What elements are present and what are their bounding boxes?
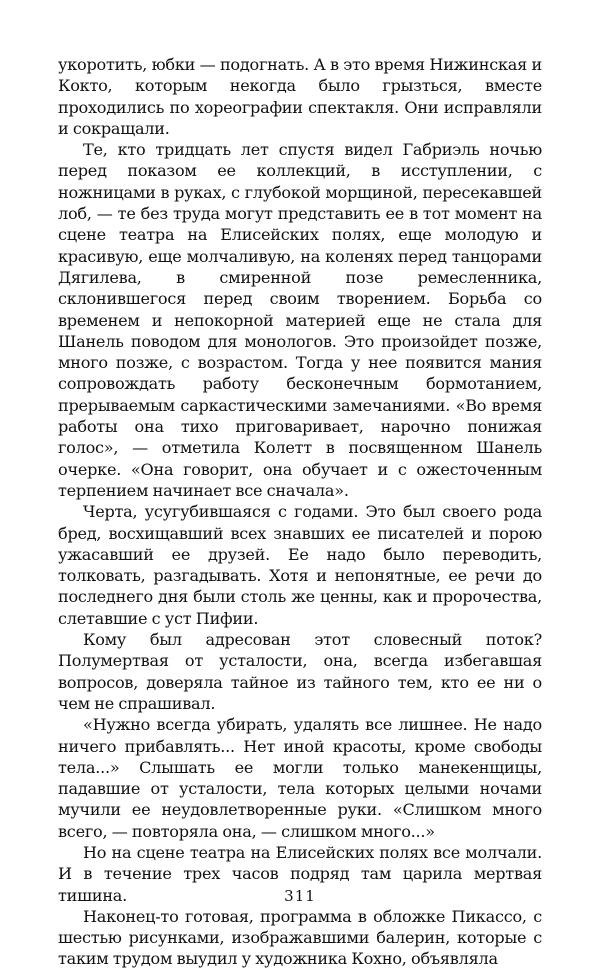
paragraph-7: Наконец-то готовая, программа в обложке Пикассо, с шестью рисунками, изображавшими балерин, которые с таким трудом выудил у художника Кохно, объявляла bbox=[58, 906, 542, 969]
paragraph-3: Черта, усугубившаяся с годами. Это был своего рода бред, восхищавший всех знавших ее писателей и порою ужасавший ее друзей. Ее надо было переводить, толковать, разгадывать. Хотя и непонятные, ее речи до последнего дня были столь же ценны, как и пророчества, слетавшие с уст Пифии. bbox=[58, 502, 542, 628]
paragraph-1: укоротить, юбки — подогнать. А в это время Нижинская и Кокто, которым некогда было грызться, вместе проходились по хореографии спектакля. Они исправляли и сокращали. bbox=[58, 55, 542, 138]
page-number: 311 bbox=[284, 887, 316, 905]
page-body bbox=[58, 54, 542, 970]
paragraph-2: Те, кто тридцать лет спустя видел Габриэль ночью перед показом ее коллекций, в исступлении, с ножницами в руках, с глубокой морщиной, пересекавшей лоб, — те без труда могут представить ее в тот момент на сцене театра на Елисейских полях, еще молодую и красивую, еще молчаливую, на коленях перед танцорами Дягилева, в смиренной позе ремесленника, склонившегося перед своим творением. Борьба со временем и непокорной материей еще не стала для Шанель поводом для монологов. Это произойдет позже, много позже, с возрастом. Тогда у нее появится мания сопровождать работу бесконечным бормотанием, прерываемым саркастическими замечаниями. «Во время работы она тихо приговаривает, нарочно понижая голос», — отметила Колетт в посвященном Шанель очерке. «Она говорит, она обучает и с ожесточенным терпением начинает все сначала». bbox=[58, 140, 542, 500]
paragraph-6: Но на сцене театра на Елисейских полях все молчали. И в течение трех часов подряд там царила мертвая тишина. bbox=[58, 842, 542, 905]
paragraph-5: «Нужно всегда убирать, удалять все лишнее. Не надо ничего прибавлять... Нет иной красоты, кроме свободы тела...» Слышать ее могли только манекенщицы, падавшие от усталости, тела которых целыми ночами мучили ее неудовлетворенные руки. «Слишком много всего, — повторяла она, — слишком много...» bbox=[58, 715, 542, 841]
paragraph-4: Кому был адресован этот словесный поток? Полумертвая от усталости, она, всегда избегавшая вопросов, доверяла тайное из тайного тем, кто ее ни о чем не спрашивал. bbox=[58, 630, 542, 713]
